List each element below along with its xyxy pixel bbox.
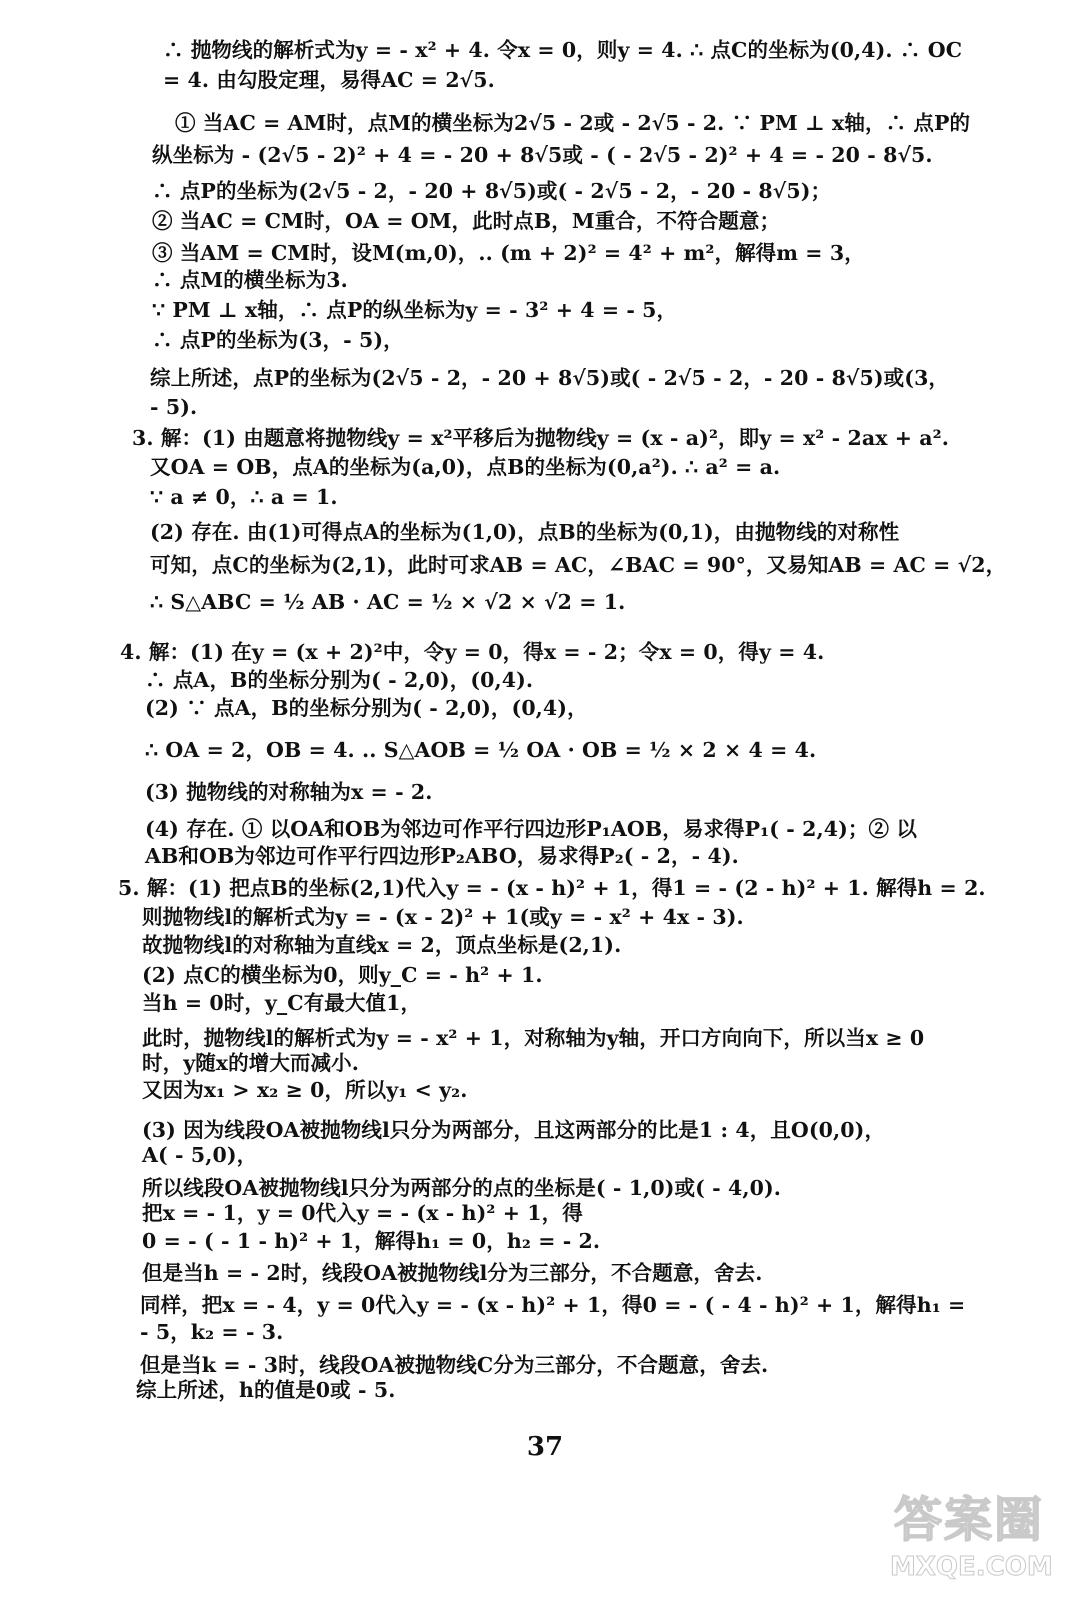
- text-line: 故抛物线l的对称轴为直线x = 2，顶点坐标是(2,1).: [142, 933, 622, 957]
- text-line: 5. 解：(1) 把点B的坐标(2,1)代入y = - (x - h)² + 1，得1 = - (2 - h)² + 1. 解得h = 2.: [118, 876, 986, 900]
- text-line: (3) 因为线段OA被抛物线l只分为两部分，且这两部分的比是1 : 4，且O(0,0)，: [142, 1118, 886, 1142]
- text-line: ① 当AC = AM时，点M的横坐标为2√5 - 2或 - 2√5 - 2. ∵ PM ⊥ x轴，∴ 点P的: [175, 111, 971, 135]
- text-line: ∴ 点A，B的坐标分别为( - 2,0)，(0,4).: [145, 668, 534, 692]
- watermark-logo-text: 答案圈: [894, 1492, 1045, 1548]
- text-line: 同样，把x = - 4，y = 0代入y = - (x - h)² + 1，得0 = - ( - 4 - h)² + 1，解得h₁ =: [140, 1293, 966, 1317]
- text-line: 综上所述，点P的坐标为(2√5 - 2，- 20 + 8√5)或( - 2√5 - 2，- 20 - 8√5)或(3，: [150, 366, 950, 390]
- text-line: (4) 存在. ① 以OA和OB为邻边可作平行四边形P₁AOB，易求得P₁( - 2,4)；② 以: [145, 817, 917, 841]
- text-line: 3. 解：(1) 由题意将抛物线y = x²平移后为抛物线y = (x - a)²，即y = x² - 2ax + a².: [132, 426, 949, 450]
- text-line: ∴ 点M的横坐标为3.: [152, 268, 348, 292]
- text-line: ∴ 抛物线的解析式为y = - x² + 4. 令x = 0，则y = 4. ∴ 点C的坐标为(0,4). ∴ OC: [163, 38, 963, 62]
- text-line: 纵坐标为 - (2√5 - 2)² + 4 = - 20 + 8√5或 - ( - 2√5 - 2)² + 4 = - 20 - 8√5.: [152, 143, 933, 167]
- text-line: 可知，点C的坐标为(2,1)，此时可求AB = AC，∠BAC = 90°，又易知AB = AC = √2，: [150, 553, 1007, 577]
- text-line: 则抛物线l的解析式为y = - (x - 2)² + 1(或y = - x² + 4x - 3).: [142, 905, 744, 929]
- text-line: - 5，k₂ = - 3.: [140, 1320, 284, 1344]
- text-line: 又因为x₁ > x₂ ≥ 0，所以y₁ < y₂.: [142, 1078, 468, 1102]
- text-line: ∵ a ≠ 0，∴ a = 1.: [150, 485, 338, 509]
- text-line: 但是当h = - 2时，线段OA被抛物线l分为三部分，不合题意，舍去.: [142, 1261, 763, 1285]
- watermark-url: MXQE.COM: [890, 1552, 1053, 1582]
- text-line: ∴ 点P的坐标为(3，- 5)，: [152, 328, 404, 352]
- text-line: 4. 解：(1) 在y = (x + 2)²中，令y = 0，得x = - 2；令x = 0，得y = 4.: [120, 640, 825, 664]
- page-number: 37: [526, 1432, 564, 1462]
- text-line: 0 = - ( - 1 - h)² + 1，解得h₁ = 0，h₂ = - 2.: [142, 1229, 601, 1253]
- text-line: 时，y随x的增大而减小.: [142, 1051, 359, 1075]
- text-line: 但是当k = - 3时，线段OA被抛物线C分为三部分，不合题意，舍去.: [140, 1353, 769, 1377]
- text-line: A( - 5,0)，: [142, 1143, 258, 1167]
- text-line: - 5).: [150, 395, 198, 419]
- text-line: (2) ∵ 点A，B的坐标分别为( - 2,0)，(0,4)，: [145, 696, 588, 720]
- text-line: ② 当AC = CM时，OA = OM，此时点B，M重合，不符合题意；: [152, 209, 781, 233]
- text-line: (2) 存在. 由(1)可得点A的坐标为(1,0)，点B的坐标为(0,1)，由抛物线的对称性: [150, 520, 900, 544]
- text-line: 把x = - 1，y = 0代入y = - (x - h)² + 1，得: [142, 1201, 583, 1225]
- text-line: ∴ OA = 2，OB = 4. .. S△AOB = ½ OA · OB = ½ × 2 × 4 = 4.: [145, 738, 817, 762]
- text-line: ∴ 点P的坐标为(2√5 - 2，- 20 + 8√5)或( - 2√5 - 2，- 20 - 8√5)；: [152, 179, 832, 203]
- text-line: ③ 当AM = CM时，设M(m,0)，.. (m + 2)² = 4² + m²，解得m = 3，: [152, 241, 865, 265]
- text-line: 所以线段OA被抛物线l只分为两部分的点的坐标是( - 1,0)或( - 4,0).: [142, 1176, 781, 1200]
- text-line: 又OA = OB，点A的坐标为(a,0)，点B的坐标为(0,a²). ∴ a² = a.: [150, 455, 781, 479]
- text-line: ∵ PM ⊥ x轴，∴ 点P的纵坐标为y = - 3² + 4 = - 5，: [152, 298, 678, 322]
- site-watermark: [890, 1492, 1080, 1592]
- text-line: 此时，抛物线l的解析式为y = - x² + 1，对称轴为y轴，开口方向向下，所以当x ≥ 0: [142, 1026, 925, 1050]
- text-line: 当h = 0时，y_C有最大值1，: [142, 991, 422, 1015]
- text-line: (3) 抛物线的对称轴为x = - 2.: [145, 780, 433, 804]
- text-line: 综上所述，h的值是0或 - 5.: [136, 1378, 396, 1402]
- text-line: ∴ S△ABC = ½ AB · AC = ½ × √2 × √2 = 1.: [150, 590, 626, 614]
- text-line: = 4. 由勾股定理，易得AC = 2√5.: [163, 68, 495, 92]
- text-line: (2) 点C的横坐标为0，则y_C = - h² + 1.: [142, 963, 543, 987]
- text-line: AB和OB为邻边可作平行四边形P₂ABO，易求得P₂( - 2，- 4).: [145, 844, 739, 868]
